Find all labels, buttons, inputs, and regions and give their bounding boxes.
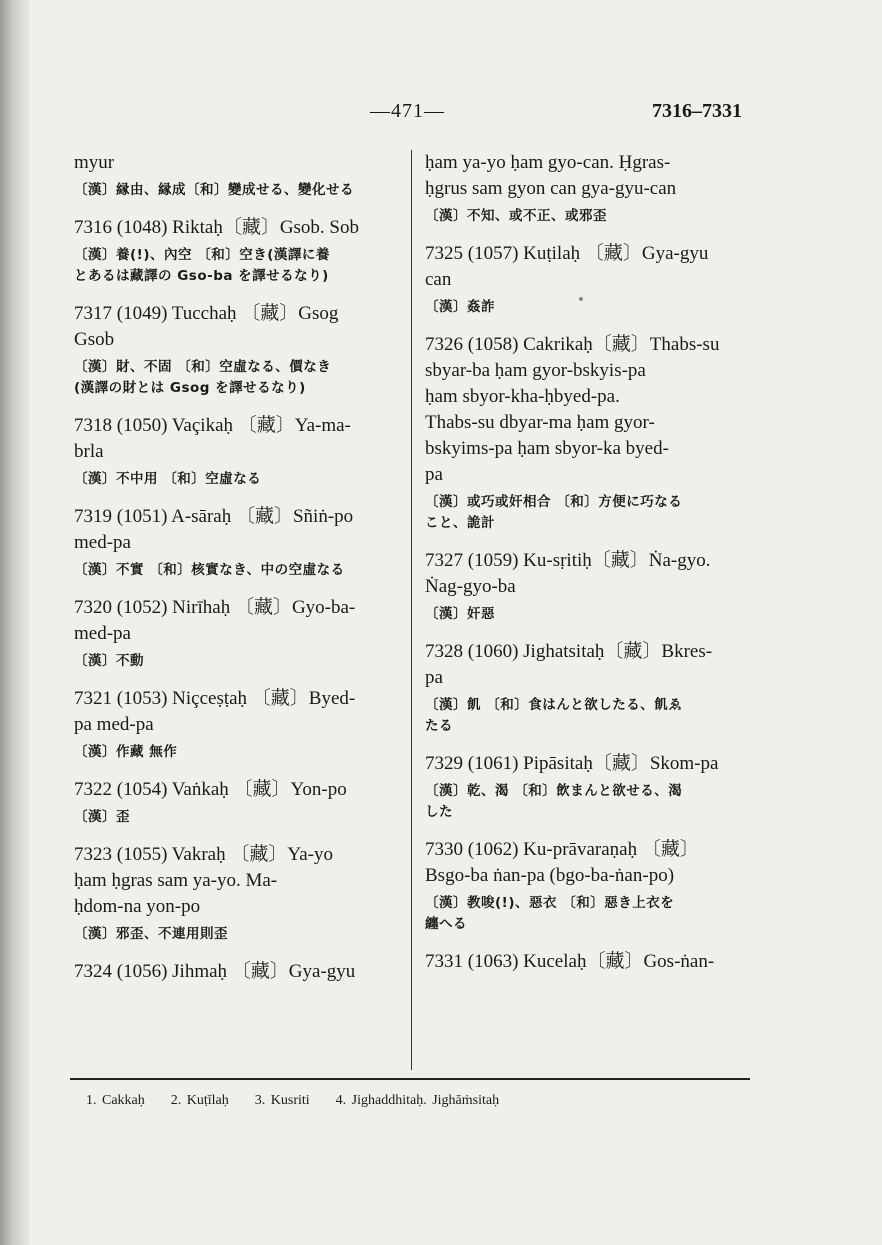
entry-headword bbox=[74, 413, 404, 465]
dictionary-entry bbox=[74, 413, 404, 490]
entry-headword bbox=[74, 842, 404, 920]
entry-gloss bbox=[425, 297, 755, 318]
dictionary-entry bbox=[74, 595, 404, 672]
entry-headword bbox=[74, 301, 404, 353]
entry-headword bbox=[74, 959, 404, 985]
gloss-line: 〔漢〕不動 bbox=[74, 653, 144, 669]
gloss-line: 〔漢〕奸惡 bbox=[425, 606, 495, 622]
entry-headword bbox=[425, 949, 755, 975]
entry-gloss bbox=[74, 924, 404, 945]
footnote: 3. Kusriti bbox=[254, 1093, 310, 1108]
entry-gloss bbox=[74, 560, 404, 581]
dictionary-entry bbox=[425, 548, 755, 625]
entry-line: 7327 (1059) Ku-sṛitiḥ〔藏〕Ṅa-gyo. bbox=[425, 550, 711, 571]
entry-line: 7323 (1055) Vakraḥ 〔藏〕Ya-yo bbox=[74, 844, 333, 865]
entry-gloss bbox=[74, 742, 404, 763]
footnote: 2. Kuṭīlaḥ bbox=[170, 1093, 229, 1108]
entry-line: 7329 (1061) Pipāsitaḥ〔藏〕Skom-pa bbox=[425, 753, 719, 774]
entry-line: bskyims-pa ḥam sbyor-ka byed- bbox=[425, 438, 669, 459]
dictionary-entry bbox=[425, 639, 755, 737]
dictionary-entry bbox=[74, 301, 404, 399]
entry-gloss bbox=[425, 206, 755, 227]
entry-line: Ṅag-gyo-ba bbox=[425, 576, 516, 597]
entry-line: 7326 (1058) Cakrikaḥ〔藏〕Thabs-su bbox=[425, 334, 720, 355]
entry-line: med-pa bbox=[74, 623, 131, 644]
entry-line: ḥam sbyor-kha-ḥbyed-pa. bbox=[425, 386, 620, 407]
entry-line: 7319 (1051) A-sāraḥ 〔藏〕Sñiṅ-po bbox=[74, 506, 354, 527]
entry-gloss bbox=[74, 651, 404, 672]
entry-headword bbox=[425, 751, 755, 777]
entry-line: 7322 (1054) Vaṅkaḥ 〔藏〕Yon-po bbox=[74, 779, 347, 800]
entry-gloss bbox=[74, 469, 404, 490]
dictionary-entry bbox=[425, 751, 755, 823]
entry-line: Thabs-su dbyar-ma ḥam gyor- bbox=[425, 412, 655, 433]
entry-line: can bbox=[425, 269, 452, 290]
gloss-line: した bbox=[425, 804, 453, 820]
entry-line: ḥdom-na yon-po bbox=[74, 896, 201, 917]
entry-headword bbox=[425, 639, 755, 691]
left-column bbox=[74, 150, 404, 999]
entry-gloss bbox=[425, 893, 755, 935]
book-spine-shadow bbox=[0, 0, 30, 1245]
entry-line: 7318 (1050) Vaçikaḥ 〔藏〕Ya-ma- bbox=[74, 415, 351, 436]
gloss-line: 〔漢〕不實 〔和〕核實なき、中の空虛なる bbox=[74, 562, 345, 578]
entry-line: 7331 (1063) Kucelaḥ〔藏〕Gos-ṅan- bbox=[425, 951, 715, 972]
gloss-line: 〔漢〕飢 〔和〕食はんと欲したる、飢ゑ bbox=[425, 697, 683, 713]
gloss-line: とあるは藏譯の Gso-ba を譯せるなり) bbox=[74, 268, 329, 284]
gloss-line: 〔漢〕不知、或不正、或邪歪 bbox=[425, 208, 607, 224]
entry-line: ḥam ya-yo ḥam gyo-can. Ḥgras- bbox=[425, 152, 671, 173]
entry-gloss bbox=[74, 180, 404, 201]
gloss-line: 〔漢〕作藏 無作 bbox=[74, 744, 178, 760]
entry-line: pa bbox=[425, 667, 443, 688]
entry-headword bbox=[74, 150, 404, 176]
entry-gloss bbox=[425, 695, 755, 737]
entry-headword bbox=[74, 595, 404, 647]
entry-line: ḥgrus sam gyon can gya-gyu-can bbox=[425, 178, 677, 199]
entry-line: med-pa bbox=[74, 532, 131, 553]
ink-speck bbox=[579, 297, 583, 301]
gloss-line: 〔漢〕縁由、縁成〔和〕變成せる、變化せる bbox=[74, 182, 354, 198]
entry-gloss bbox=[425, 604, 755, 625]
dictionary-entry bbox=[425, 150, 755, 227]
dictionary-entry bbox=[74, 959, 404, 985]
dictionary-entry bbox=[74, 686, 404, 763]
entry-line: 7316 (1048) Riktaḥ〔藏〕Gsob. Sob bbox=[74, 217, 360, 238]
footnotes bbox=[86, 1093, 525, 1109]
entry-line: 7330 (1062) Ku-prāvaraṇaḥ 〔藏〕 bbox=[425, 839, 699, 860]
gloss-line: 纏へる bbox=[425, 916, 467, 932]
entry-headword bbox=[425, 150, 755, 202]
entry-line: 7317 (1049) Tucchaḥ 〔藏〕Gsog bbox=[74, 303, 339, 324]
dictionary-entry bbox=[425, 949, 755, 975]
footnote: 4. Jighaddhitaḥ. Jighāṁsitaḥ bbox=[335, 1093, 500, 1108]
entry-headword bbox=[74, 777, 404, 803]
page-number: —471— bbox=[370, 100, 445, 122]
entry-line: 7328 (1060) Jighatsitaḥ〔藏〕Bkres- bbox=[425, 641, 713, 662]
footnote: 1. Cakkaḥ bbox=[86, 1093, 145, 1108]
entry-headword bbox=[425, 548, 755, 600]
gloss-line: 〔漢〕財、不固 〔和〕空虛なる、價なき bbox=[74, 359, 332, 375]
gloss-line: 〔漢〕邪歪、不連用則歪 bbox=[74, 926, 228, 942]
entry-gloss bbox=[74, 807, 404, 828]
entry-line: brla bbox=[74, 441, 104, 462]
column-divider bbox=[411, 150, 412, 1070]
entry-gloss bbox=[425, 781, 755, 823]
entry-line: myur bbox=[74, 152, 115, 173]
dictionary-entry bbox=[74, 777, 404, 828]
gloss-line: 〔漢〕不中用 〔和〕空虛なる bbox=[74, 471, 262, 487]
entry-line: Bsgo-ba ṅan-pa (bgo-ba-ṅan-po) bbox=[425, 865, 675, 886]
dictionary-entry bbox=[425, 241, 755, 318]
entry-headword bbox=[425, 332, 755, 488]
gloss-line: こと、詭計 bbox=[425, 515, 495, 531]
gloss-line: 〔漢〕乾、渴 〔和〕飲まんと欲せる、渴 bbox=[425, 783, 683, 799]
entry-line: 7320 (1052) Nirīhaḥ 〔藏〕Gyo-ba- bbox=[74, 597, 356, 618]
entry-line: 7325 (1057) Kuṭilaḥ 〔藏〕Gya-gyu bbox=[425, 243, 709, 264]
dictionary-entry bbox=[74, 215, 404, 287]
entry-line: ḥam ḥgras sam ya-yo. Ma- bbox=[74, 870, 278, 891]
footnote-rule bbox=[70, 1078, 750, 1080]
dictionary-entry bbox=[74, 842, 404, 945]
entry-line: pa med-pa bbox=[74, 714, 154, 735]
entry-headword bbox=[74, 686, 404, 738]
dictionary-entry bbox=[425, 332, 755, 534]
entry-headword bbox=[425, 241, 755, 293]
entry-gloss bbox=[74, 357, 404, 399]
entry-line: 7321 (1053) Niçceṣṭaḥ 〔藏〕Byed- bbox=[74, 688, 356, 709]
gloss-line: 〔漢〕歪 bbox=[74, 809, 130, 825]
entry-headword bbox=[74, 215, 404, 241]
entry-line: sbyar-ba ḥam gyor-bskyis-pa bbox=[425, 360, 646, 381]
entry-line: 7324 (1056) Jihmaḥ 〔藏〕Gya-gyu bbox=[74, 961, 356, 982]
entry-line: pa bbox=[425, 464, 443, 485]
entry-gloss bbox=[74, 245, 404, 287]
entry-line: Gsob bbox=[74, 329, 115, 350]
gloss-line: 〔漢〕教唆(!)、惡衣 〔和〕惡き上衣を bbox=[425, 895, 675, 911]
gloss-line: たる bbox=[425, 718, 453, 734]
entry-headword bbox=[425, 837, 755, 889]
dictionary-entry bbox=[425, 837, 755, 935]
right-column bbox=[425, 150, 755, 989]
gloss-line: 〔漢〕養(!)、內空 〔和〕空き(漢譯に養 bbox=[74, 247, 330, 263]
dictionary-entry bbox=[74, 150, 404, 201]
dictionary-entry bbox=[74, 504, 404, 581]
gloss-line: 〔漢〕或巧或奸相合 〔和〕方便に巧なる bbox=[425, 494, 683, 510]
entry-headword bbox=[74, 504, 404, 556]
gloss-line: 〔漢〕姦詐 bbox=[425, 299, 495, 315]
gloss-line: (漢譯の財とは Gsog を譯せるなり) bbox=[74, 380, 306, 396]
entry-gloss bbox=[425, 492, 755, 534]
entry-range: 7316–7331 bbox=[652, 100, 742, 122]
